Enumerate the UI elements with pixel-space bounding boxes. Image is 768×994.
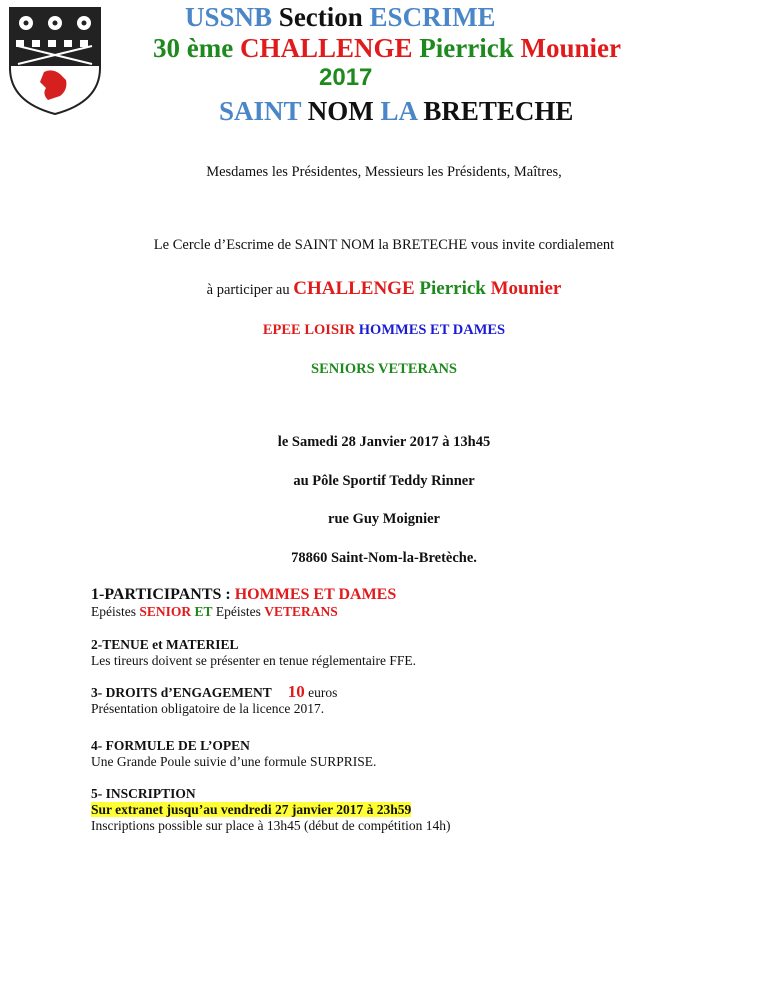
- participants-detail: [91, 604, 396, 620]
- header-loc-breteche: BRETECHE: [416, 96, 574, 126]
- section-inscription: [91, 786, 451, 834]
- section-participants: [91, 586, 396, 620]
- participants-t4: Epéistes: [212, 604, 265, 619]
- participate-challenge: CHALLENGE: [293, 278, 415, 299]
- invitation-text: Le Cercle d’Escrime de SAINT NOM la BRETECHE vous invite cordialement: [153, 237, 615, 253]
- header-firstname: Pierrick: [412, 33, 521, 63]
- section-droits: [91, 684, 337, 717]
- header-line-club: [185, 2, 496, 33]
- header-loc-nom: NOM: [301, 96, 381, 126]
- fee-unit: euros: [304, 685, 338, 700]
- participants-gender: HOMMES ET DAMES: [234, 586, 397, 603]
- section-formule-title: 4- FORMULE DE L’OPEN: [91, 738, 250, 753]
- fee-amount: 10: [287, 682, 305, 701]
- club-crest-logo: [8, 6, 102, 116]
- salutation: Mesdames les Présidentes, Messieurs les Présidents, Maîtres,: [206, 164, 562, 180]
- event-street: rue Guy Moignier: [328, 511, 440, 527]
- header-section-word: Section: [272, 2, 370, 32]
- section-droits-text: Présentation obligatoire de la licence 2017.: [91, 701, 325, 716]
- header-loc-la: LA: [380, 96, 417, 126]
- participate-prefix: à participer au: [206, 282, 294, 298]
- header-discipline: ESCRIME: [369, 2, 496, 32]
- header-line-location: [219, 96, 573, 127]
- header-lastname: Mounier: [520, 33, 621, 63]
- participants-veterans: VETERANS: [264, 604, 338, 619]
- header-year: 2017: [319, 64, 373, 91]
- header-challenge-word: CHALLENGE: [239, 33, 413, 63]
- event-city: 78860 Saint-Nom-la-Bretèche.: [291, 550, 477, 566]
- category-epee: EPEE LOISIR: [262, 322, 356, 338]
- header-loc-saint: SAINT: [219, 96, 302, 126]
- section-droits-title-line: [91, 684, 337, 701]
- section-inscription-text: Inscriptions possible sur place à 13h45 (début de compétition 14h): [91, 818, 451, 833]
- header-edition: 30 ème: [153, 33, 240, 63]
- category-gender: HOMMES ET DAMES: [355, 322, 506, 338]
- event-venue: au Pôle Sportif Teddy Rinner: [293, 473, 475, 489]
- section-formule: [91, 738, 376, 770]
- section-droits-title: 3- DROITS d’ENGAGEMENT: [91, 685, 272, 700]
- section-participants-title: [91, 586, 396, 604]
- participants-label: 1-PARTICIPANTS :: [91, 586, 235, 603]
- event-date: le Samedi 28 Janvier 2017 à 13h45: [277, 434, 491, 450]
- section-inscription-title: 5- INSCRIPTION: [91, 786, 196, 801]
- participants-senior: SENIOR: [139, 604, 192, 619]
- section-tenue-title: 2-TENUE et MATERIEL: [91, 637, 239, 652]
- level-line: SENIORS VETERANS: [311, 361, 457, 377]
- participate-lastname: Mounier: [490, 278, 562, 299]
- header-club-abbrev: USSNB: [185, 2, 273, 32]
- participants-et: ET: [191, 604, 213, 619]
- section-tenue: [91, 637, 416, 669]
- header-line-challenge: [153, 33, 621, 64]
- category-line: [0, 322, 768, 339]
- participants-t1: Epéistes: [91, 604, 140, 619]
- participate-firstname: Pierrick: [414, 278, 491, 299]
- section-tenue-text: Les tireurs doivent se présenter en tenue réglementaire FFE.: [91, 653, 417, 668]
- registration-deadline: Sur extranet jusqu’au vendredi 27 janvier 2017 à 23h59: [91, 802, 412, 817]
- participate-line: [0, 278, 768, 300]
- section-formule-text: Une Grande Poule suivie d’une formule SURPRISE.: [91, 754, 377, 769]
